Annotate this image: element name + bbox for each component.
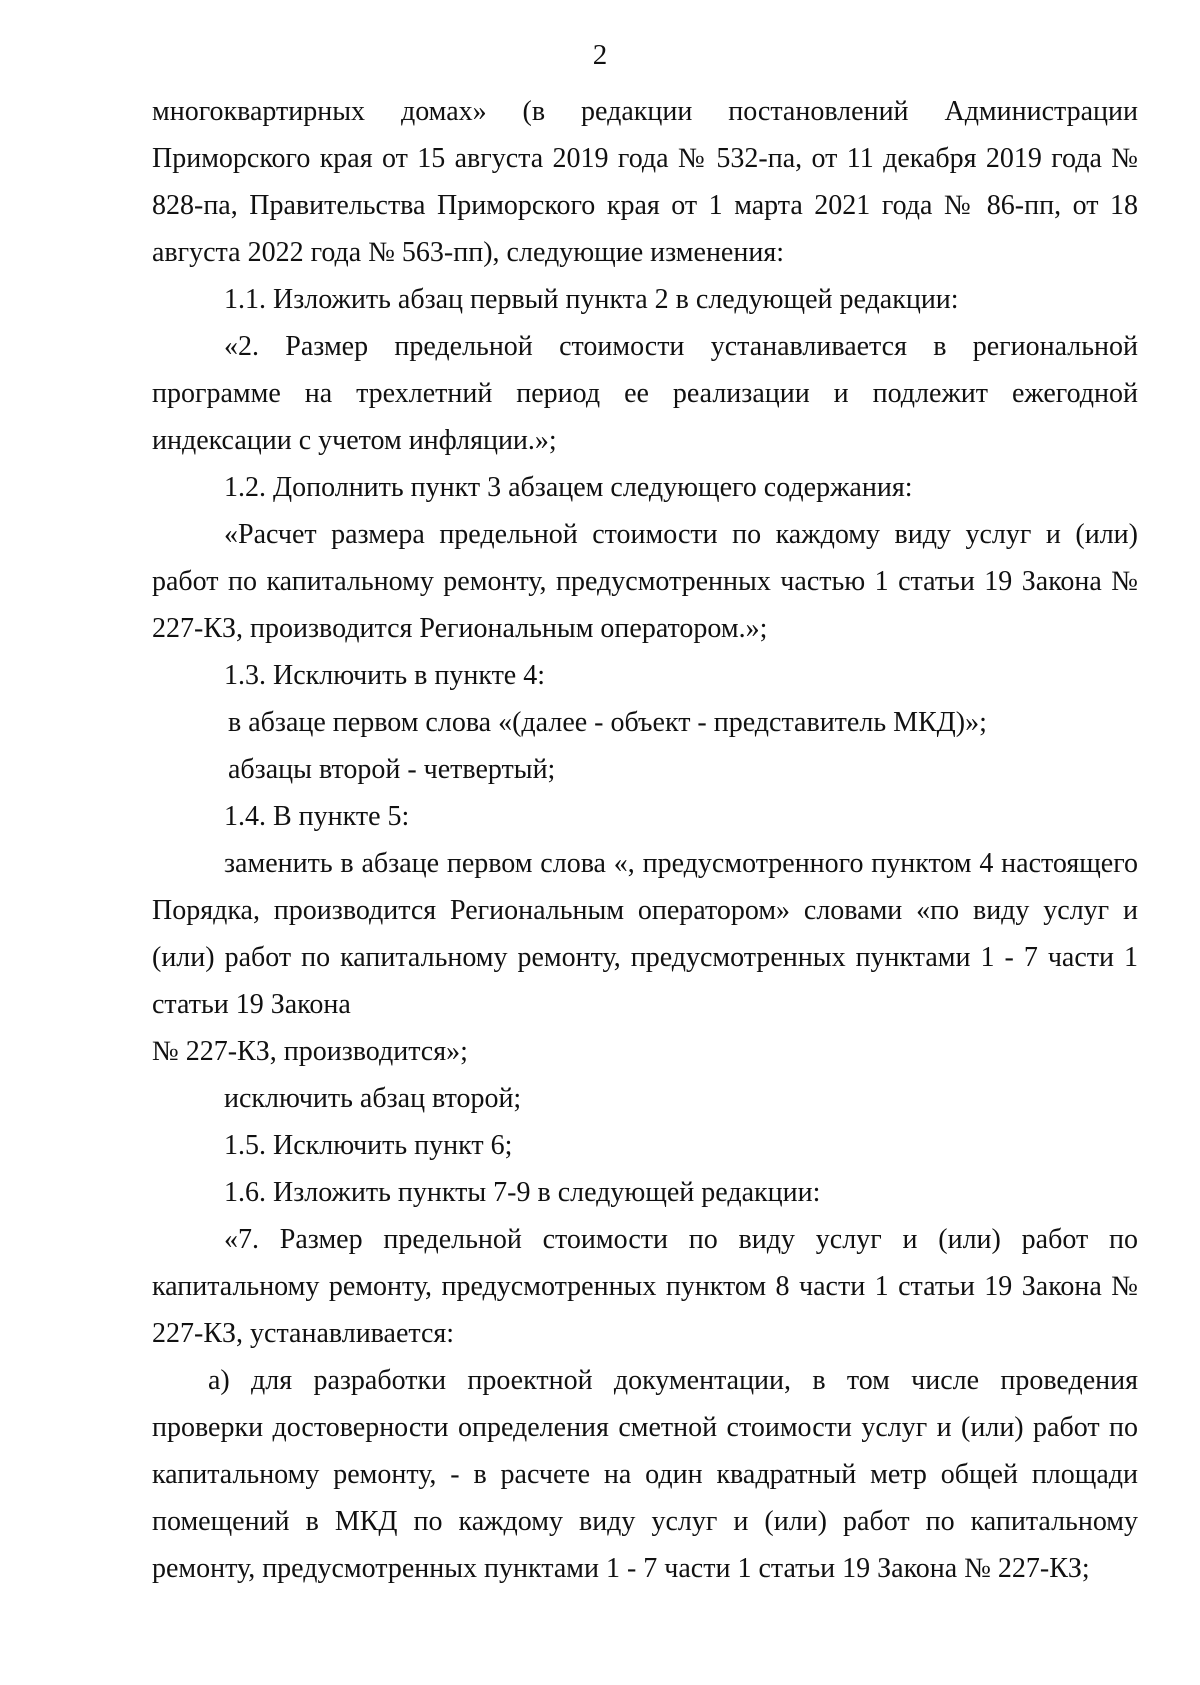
page-number: 2: [592, 39, 608, 71]
document-body: [152, 88, 1138, 1592]
paragraph-1-3-second: абзацы второй - четвертый;: [228, 754, 556, 785]
paragraph-1-4-replace: заменить в абзаце первом слова «, предусмотренного пунктом 4 настоящего Порядка, производится Региональным оператором» словами «по виду услуг и (или) работ по капитальному ремонту, предусмотренных пунктами 1 - 7 части 1 статьи 19 Закона: [152, 848, 1138, 1020]
paragraph-1-3-first: в абзаце первом слова «(далее - объект - представитель МКД)»;: [228, 707, 987, 738]
paragraph-intro: многоквартирных домах» (в редакции постановлений Администрации Приморского края от 15 августа 2019 года № 532-па, от 11 декабря 2019 года № 828-па, Правительства Приморского края от 1 марта 2021 года № 86-пп, от 18 августа 2022 года № 563-пп), следующие изменения:: [152, 96, 1138, 268]
paragraph-1-2: 1.2. Дополнить пункт 3 абзацем следующего содержания:: [224, 472, 913, 503]
paragraph-1-4-replace-end: № 227-КЗ, производится»;: [152, 1036, 468, 1067]
paragraph-item-a: а) для разработки проектной документации, в том числе проведения проверки достоверности определения сметной стоимости услуг и (или) работ по капитальному ремонту, - в расчете на один квадратный метр общей площади помещений в МКД по каждому виду услуг и (или) работ по капитальному ремонту, предусмотренных пунктами 1 - 7 части 1 статьи 19 Закона № 227-КЗ;: [152, 1365, 1138, 1584]
paragraph-1-5: 1.5. Исключить пункт 6;: [224, 1130, 513, 1161]
paragraph-1-3: 1.3. Исключить в пункте 4:: [224, 660, 546, 691]
paragraph-quote-2: «2. Размер предельной стоимости устанавливается в региональной программе на трехлетний период ее реализации и подлежит ежегодной индексации с учетом инфляции.»;: [152, 331, 1138, 456]
paragraph-quote-calc: «Расчет размера предельной стоимости по каждому виду услуг и (или) работ по капитальному ремонту, предусмотренных частью 1 статьи 19 Закона № 227-КЗ, производится Региональным оператором.»;: [152, 519, 1138, 644]
paragraph-1-4: 1.4. В пункте 5:: [224, 801, 410, 832]
paragraph-1-1: 1.1. Изложить абзац первый пункта 2 в следующей редакции:: [224, 284, 959, 315]
paragraph-1-4-exclude: исключить абзац второй;: [224, 1083, 522, 1114]
paragraph-1-6: 1.6. Изложить пункты 7-9 в следующей редакции:: [224, 1177, 821, 1208]
paragraph-quote-7: «7. Размер предельной стоимости по виду услуг и (или) работ по капитальному ремонту, предусмотренных пунктом 8 части 1 статьи 19 Закона № 227-КЗ, устанавливается:: [152, 1224, 1138, 1349]
